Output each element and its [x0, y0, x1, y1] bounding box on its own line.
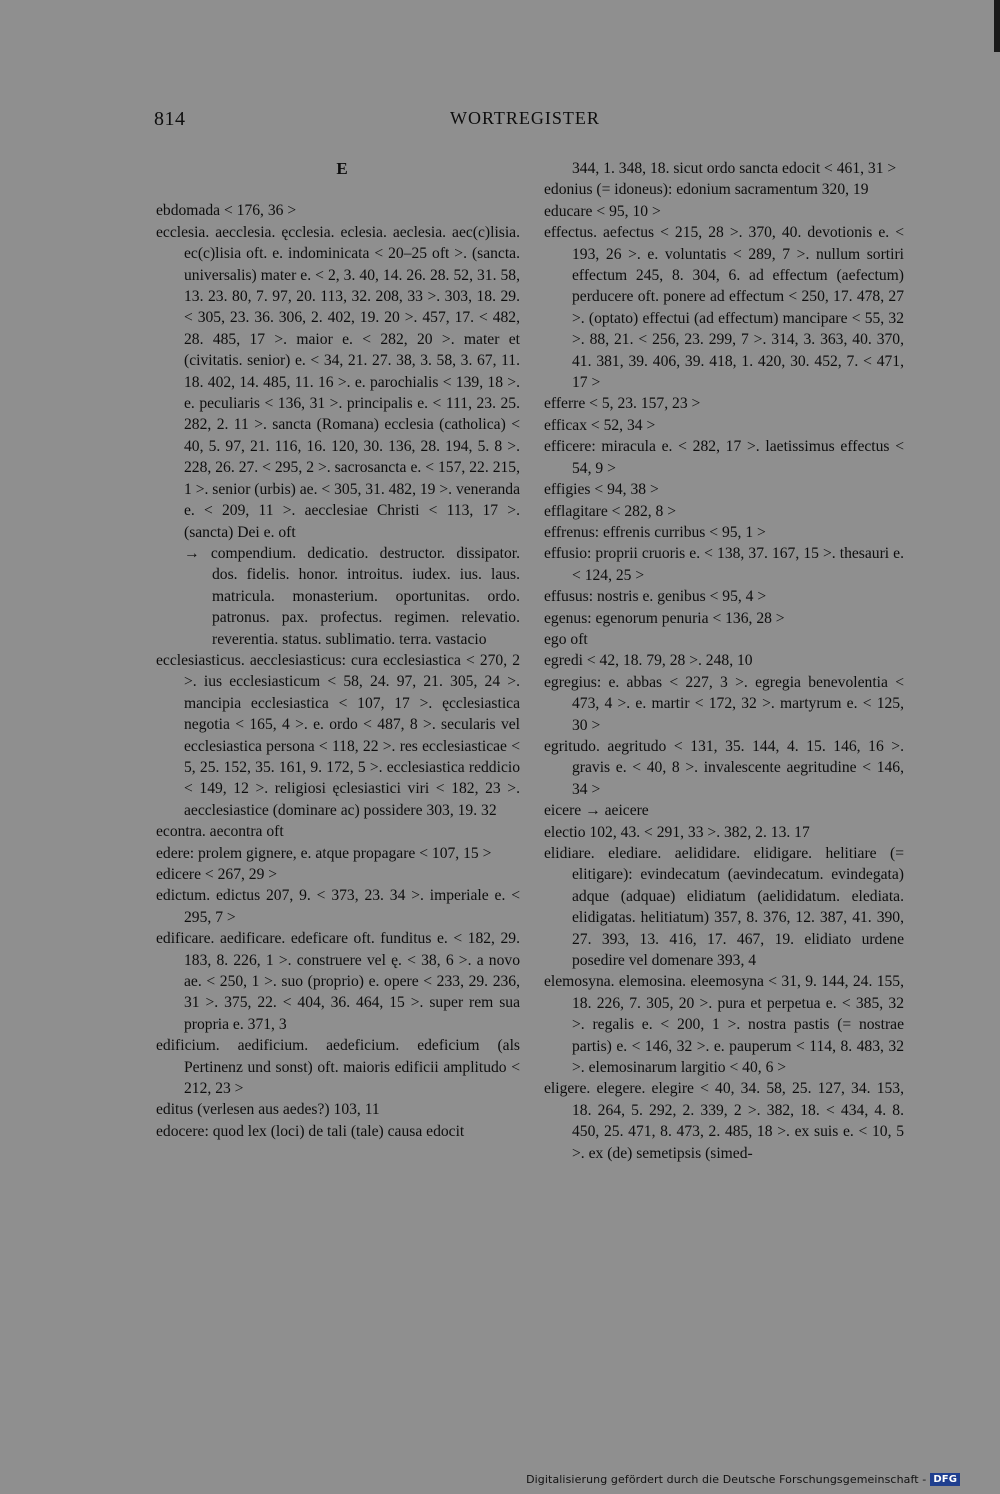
footer-credit	[526, 1473, 960, 1486]
index-entry: egritudo. aegritudo < 131, 35. 144, 4. 15. 146, 16 >. gravis e. < 40, 8 >. invalescente aegritudine < 146, 34 >	[544, 737, 904, 798]
index-entry: edonius (= idoneus): edonium sacramentum 320, 19	[544, 181, 869, 199]
page-edge-mark	[994, 0, 1000, 52]
index-entry: eligere. elegere. elegire < 40, 34. 58, 25. 127, 34. 153, 18. 264, 5. 292, 2. 339, 2 >. 382, 18. < 434, 4. 8. 450, 25. 471, 8. 473, 2. 485, 18 >. ex suis e. < 10, 5 >. ex (de) semetipsis (simed-	[544, 1080, 904, 1162]
index-entry: eicere → aeicere	[544, 802, 649, 820]
index-entry: elemosyna. elemosina. eleemosyna < 31, 9. 144, 24. 155, 18. 226, 7. 305, 20 >. pura et perpetua e. < 385, 32 >. regalis e. < 200, 1 >. nostra pastis (= nostrae partis) e. < 146, 32 >. e. pauperum < 114, 8. 483, 32 >. elemosinarum largitio < 40, 6 >	[544, 973, 904, 1077]
index-entry: efferre < 5, 23. 157, 23 >	[544, 395, 701, 413]
index-entry: edicere < 267, 29 >	[156, 866, 278, 883]
page-number: 814	[154, 108, 186, 130]
cross-reference: → compendium. dedicatio. destructor. dissipator. dos. fidelis. honor. introitus. iudex. ius. laus. matricula. monasterium. oportunitas. ordo. patronus. pax. profectus. regimen. relevatio. reverentia. status. sublimatio. terra. vastacio	[184, 544, 520, 648]
index-entry-continued: 344, 1. 348, 18. sicut ordo sancta edocit < 461, 31 >	[572, 160, 897, 177]
index-entry: ecclesia. aecclesia. ęcclesia. eclesia. aeclesia. aec(c)lisia. ec(c)lisia oft. e. indominicata < 20–25 oft >. (sancta. universalis) mater e. < 2, 3. 40, 14. 26. 28. 52, 31. 58, 13. 23. 80, 7. 97, 20. 113, 32. 208, 33 >. 303, 18. 29. < 305, 23. 36. 306, 2. 402, 19. 20 >. 457, 17. < 482, 28. 485, 17 >. maior e. < 282, 20 >. mater et (civitatis. senior) e. < 34, 21. 27. 38, 3. 58, 3. 67, 11. 18. 402, 14. 485, 11. 16 >. e. parochialis < 139, 18 >. e. peculiaris < 136, 31 >. principalis e. < 111, 23. 25. 282, 2. 11 >. sancta (Romana) ecclesia (catholica) < 40, 5. 97, 21. 116, 16. 120, 30. 136, 28. 194, 5. 8 >. 228, 26. 27. < 295, 2 >. sacrosancta e. < 157, 22. 215, 1 >. senior (urbis) ae. < 305, 31. 482, 19 >. veneranda e. < 209, 11 >. aecclesiae Christi < 113, 17 >. (sancta) Dei e. oft	[156, 223, 521, 541]
index-entry: edocere: quod lex (loci) de tali (tale) causa edocit	[156, 1122, 465, 1140]
running-head: WORTREGISTER	[450, 108, 600, 128]
index-entry: egredi < 42, 18. 79, 28 >. 248, 10	[544, 652, 753, 670]
index-entry: educare < 95, 10 >	[544, 202, 661, 220]
index-entry: ego oft	[544, 630, 588, 648]
index-entry: effigies < 94, 38 >	[544, 481, 659, 499]
index-entry: elidiare. elediare. aelididare. elidigare. helitiare (= elitigare): evindecatum (aevindecatum. evindegata) adque (adquae) elidiatum (aelididatum. elediata. elidigatas. helitiatum) 357, 8. 376, 12. 387, 41. 390, 27. 393, 13. 416, 17. 467, 19. elidiato urdene posedire vel domenare 393, 4	[544, 845, 904, 970]
index-entry: effusio: proprii cruoris e. < 138, 37. 167, 15 >. thesauri e. < 124, 25 >	[544, 545, 904, 584]
index-entry: egregius: e. abbas < 227, 3 >. egregia benevolentia < 473, 4 >. e. martir < 172, 32 >. martyrum e. < 125, 30 >	[544, 673, 904, 734]
index-entry: electio 102, 43. < 291, 33 >. 382, 2. 13. 17	[544, 823, 810, 841]
index-entry: efficax < 52, 34 >	[544, 416, 656, 434]
index-entry: efflagitare < 282, 8 >	[544, 502, 677, 520]
index-entry: edificium. aedificium. aedeficium. edeficium (als Pertinenz und sonst) oft. maioris edificii amplitudo < 212, 23 >	[156, 1037, 520, 1098]
footer-credit-text: Digitalisierung gefördert durch die Deutsche Forschungsgemeinschaft -	[526, 1473, 927, 1486]
index-entry: egenus: egenorum penuria < 136, 28 >	[544, 609, 785, 627]
index-entry: effusus: nostris e. genibus < 95, 4 >	[544, 588, 767, 606]
index-entry: edere: prolem gignere, e. atque propagare < 107, 15 >	[156, 844, 492, 862]
right-column	[544, 158, 904, 1164]
index-entry: effrenus: effrenis curribus < 95, 1 >	[544, 523, 766, 541]
index-entry: econtra. aecontra oft	[156, 823, 284, 841]
index-entry: ecclesiasticus. aecclesiasticus: cura ecclesiastica < 270, 2 >. ius ecclesiasticum < 58, 24. 97, 21. 305, 24 >. mancipia ecclesiastica < 107, 17 >. ęcclesiastica negotia < 165, 4 >. e. ordo < 487, 8 >. secularis vel ecclesiastica persona < 118, 22 >. res ecclesiasticae < 5, 25. 152, 35. 161, 9. 172, 5 >. ecclesiastica reddicio < 149, 12 >. religiosi ęclesiastici viri < 182, 23 >. aecclesiastice (dominare ac) possidere 303, 19. 32	[156, 651, 520, 819]
index-entry: edictum. edictus 207, 9. < 373, 23. 34 >. imperiale e. < 295, 7 >	[156, 887, 520, 926]
index-entry: effectus. aefectus < 215, 28 >. 370, 40. devotionis e. < 193, 26 >. e. voluntatis < 289, 7 >. nullum sortiri effectum 245, 8. 304, 6. ad effectum (aefectum) perducere oft. ponere ad effectum < 250, 17. 478, 27 >. (optato) effectui (ad effectum) mancipare < 55, 32 >. 88, 21. < 256, 23. 299, 7 >. 314, 3. 363, 40. 370, 41. 381, 39. 406, 39. 418, 1. 420, 30. 452, 7. < 471, 17 >	[544, 224, 904, 392]
left-column	[156, 158, 520, 1142]
index-entry: ebdomada < 176, 36 >	[156, 202, 297, 220]
index-entry: efficere: miracula e. < 282, 17 >. laetissimus effectus < 54, 9 >	[544, 438, 904, 477]
section-letter: E	[336, 159, 348, 178]
index-entry: editus (verlesen aus aedes?) 103, 11	[156, 1101, 380, 1119]
dfg-logo: DFG	[930, 1473, 960, 1486]
index-entry: edificare. aedificare. edeficare oft. funditus e. < 182, 29. 183, 8. 226, 1 >. construere vel ę. < 38, 6 >. a novo ae. < 250, 1 >. suo (proprio) e. opere < 233, 29. 236, 31 >. 375, 22. < 404, 36. 464, 15 >. super rem sua propria e. 371, 3	[156, 930, 520, 1033]
